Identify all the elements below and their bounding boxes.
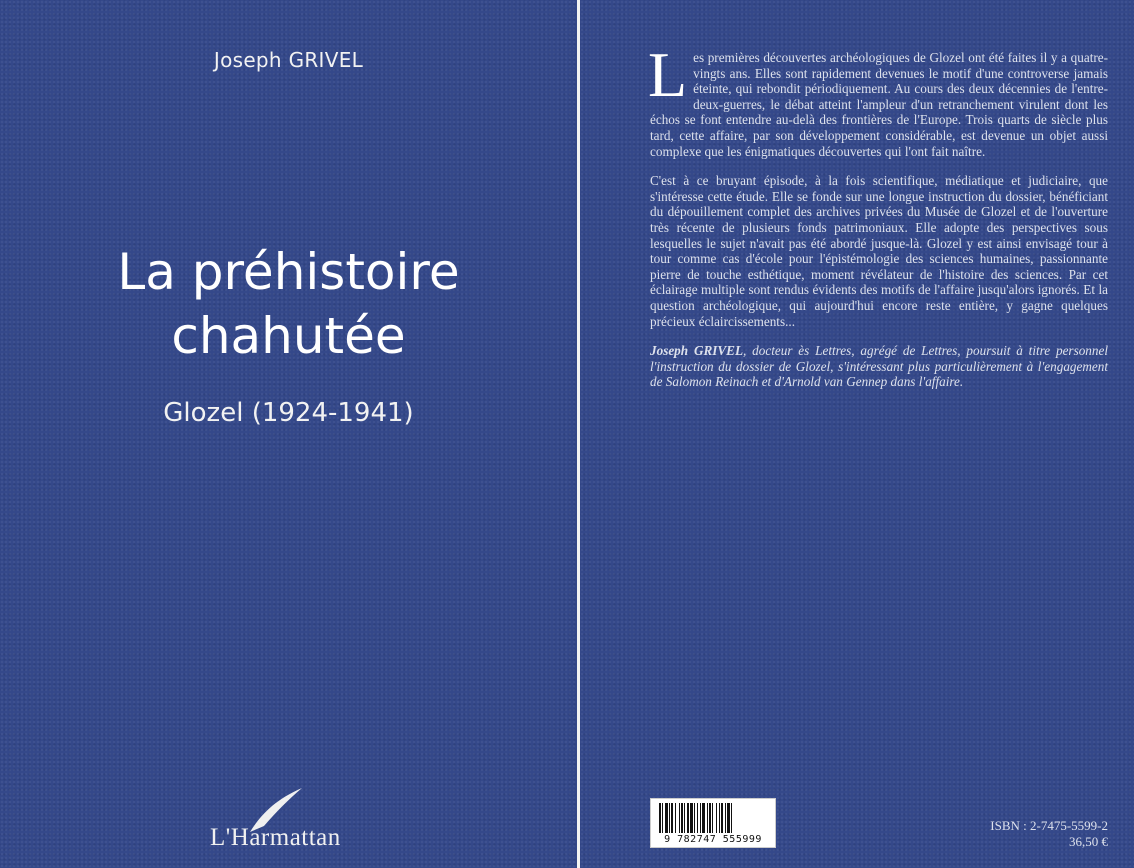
bio-text: , docteur ès Lettres, agrégé de Lettres, poursuit à titre personnel l'instruction du dossier de Glozel, s'intéressant plus particulièrement à l'engagement de Salomon Reinach et d'Arnold van Gennep dans l'affaire.: [650, 343, 1108, 390]
barcode-bar: [712, 803, 713, 833]
barcode-bar: [665, 803, 668, 833]
barcode-digits: 9 782747 555999: [664, 834, 762, 845]
barcode-bar: [731, 803, 732, 833]
barcode-bar: [659, 803, 661, 833]
book-subtitle: Glozel (1924-1941): [163, 398, 414, 428]
barcode-bar: [707, 803, 708, 833]
author-bio: [650, 343, 1108, 390]
barcode-bar: [681, 803, 683, 833]
author-name: Joseph GRIVEL: [213, 48, 364, 72]
barcode-bar: [694, 803, 695, 833]
back-blurb: [648, 39, 1108, 404]
back-cover: [580, 0, 1134, 868]
barcode-bar: [697, 803, 698, 833]
title-line-2: chahutée: [171, 307, 406, 365]
barcode-bar: [721, 803, 723, 833]
isbn-number: ISBN : 2-7475-5599-2: [990, 818, 1108, 833]
barcode-bars: [659, 803, 767, 833]
barcode-bar: [690, 803, 693, 833]
barcode-bar: [725, 803, 726, 833]
barcode-bar: [679, 803, 680, 833]
barcode-bar: [687, 803, 689, 833]
blurb-paragraph-1: [648, 39, 1108, 159]
barcode-bar: [709, 803, 711, 833]
book-title: [0, 240, 577, 368]
barcode-bar: [671, 803, 673, 833]
publisher-logo: [210, 808, 380, 852]
barcode-bar: [662, 803, 663, 833]
barcode-bar: [716, 803, 717, 833]
isbn-block: [990, 818, 1108, 850]
price: 36,50 €: [1069, 834, 1108, 849]
barcode: [650, 798, 776, 848]
barcode-bar: [684, 803, 685, 833]
barcode-bar: [719, 803, 720, 833]
blurb-paragraph-2: C'est à ce bruyant épisode, à la fois scientifique, médiatique et judiciaire, que s'intéresse cette étude. Elle se fonde sur une longue instruction du dossier, bénéficiant du dépouillement complet des archives privées du Musée de Glozel et de l'ouverture très récente de plusieurs fonds patrimoniaux. Elle adopte des perspectives sous lesquelles le sujet n'avait pas été abordé jusque-là. Glozel y est ainsi envisagé tour à tour comme cas d'école pour l'épistémologie des sciences humaines, passionnante pierre de touche esthétique, moment révélateur de l'histoire des sciences. Par cet éclairage multiple sont rendus évidents des motifs de l'affaire jusqu'alors ignorés. Et la question archéologique, qui aujourd'hui encore reste entière, y gagne quelques précieux éclaircissements...: [650, 173, 1108, 329]
barcode-bar: [675, 803, 676, 833]
barcode-bar: [669, 803, 670, 833]
publisher-name: L'Harmattan: [210, 824, 341, 851]
barcode-bar: [702, 803, 705, 833]
drop-cap: L: [648, 39, 688, 110]
barcode-bar: [727, 803, 730, 833]
title-line-1: La préhistoire: [117, 243, 460, 301]
paragraph-1-text: es premières découvertes archéologiques de Glozel ont été faites il y a quatre-vingts ans. Elles sont rapidement devenues le motif d'une controverse jamais éteinte, qui rebondit périodiquement. Au cours des deux décennies de l'entre-deux-guerres, le débat atteint l'ampleur d'un retranchement virulent dont les échos se font entendre au-delà des frontières de l'Europe. Trois quarts de siècle plus tard, cette affaire, par son développement considérable, est devenue un objet aussi complexe que les énigmatiques découvertes qui l'ont fait naître.: [650, 50, 1108, 159]
barcode-bar: [700, 803, 701, 833]
bio-author-name: Joseph GRIVEL: [650, 343, 744, 359]
